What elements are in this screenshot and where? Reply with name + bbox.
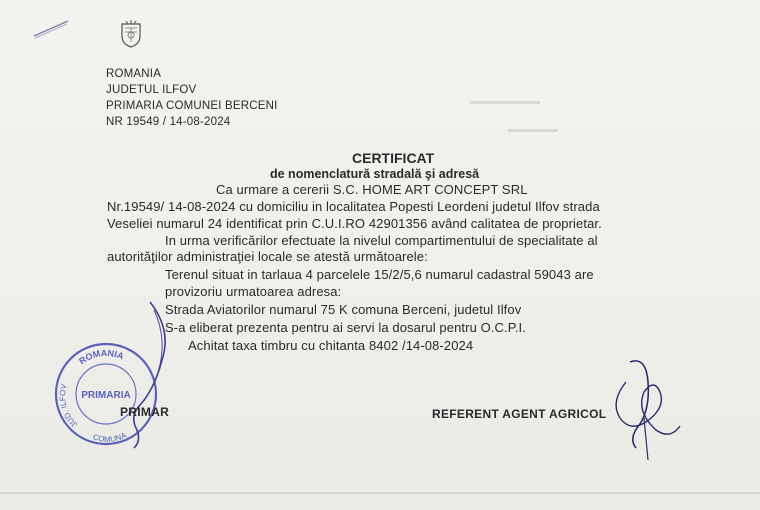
bleed-through-text: ▬▬▬▬▬ (508, 124, 558, 135)
stamp-center-text: PRIMARIA (81, 390, 131, 401)
body-line: In urma verificărilor efectuate la nivelul compartimentului de specialitate al (165, 233, 598, 248)
mayor-signature-label: PRIMAR (120, 405, 170, 419)
body-line: Achitat taxa timbru cu chitanta 8402 /14-08-2024 (188, 338, 474, 353)
paper-fold (0, 492, 760, 494)
coat-of-arms-icon (120, 20, 142, 48)
signature-icon (600, 352, 682, 462)
body-line: Ca urmare a cererii S.C. HOME ART CONCEPT SRL (216, 182, 528, 197)
body-line: Strada Aviatorilor numarul 75 K comuna Berceni, judetul Ilfov (165, 302, 522, 317)
stamp-bottom-text: COMUNA (91, 430, 128, 445)
body-line: autorităţilor administraţiei locale se atestă următoarele: (107, 249, 428, 264)
body-line: Nr.19549/ 14-08-2024 cu domiciliu in localitatea Popesti Leordeni judetul Ilfov strada (107, 199, 600, 214)
bleed-through-text: ▬▬▬▬▬▬▬ (470, 96, 540, 107)
header-county: JUDETUL ILFOV (106, 84, 197, 96)
body-line: S-a eliberat prezenta pentru ai servi la dosarul pentru O.C.P.I. (165, 320, 526, 335)
header-country: ROMANIA (106, 68, 162, 80)
document-title: CERTIFICAT (352, 150, 435, 166)
document-subtitle: de nomenclatură stradală şi adresă (270, 167, 480, 181)
pen-stroke-mark (32, 18, 70, 40)
stamp-left-text: JUD. ILFOV (57, 383, 80, 430)
header-registration-number: NR 19549 / 14-08-2024 (106, 116, 231, 128)
body-line: provizoriu urmatoarea adresa: (165, 284, 342, 299)
signature-icon (110, 300, 190, 450)
agent-signature-label: REFERENT AGENT AGRICOL (432, 407, 607, 421)
body-line: Veseliei numarul 24 identificat prin C.U.I.RO 42901356 având calitatea de proprietar. (107, 216, 602, 231)
header-institution: PRIMARIA COMUNEI BERCENI (106, 100, 278, 112)
stamp-top-text: ROMANIA (77, 347, 126, 367)
body-line: Terenul situat in tarlaua 4 parcelele 15/2/5,6 numarul cadastral 59043 are (165, 267, 594, 282)
